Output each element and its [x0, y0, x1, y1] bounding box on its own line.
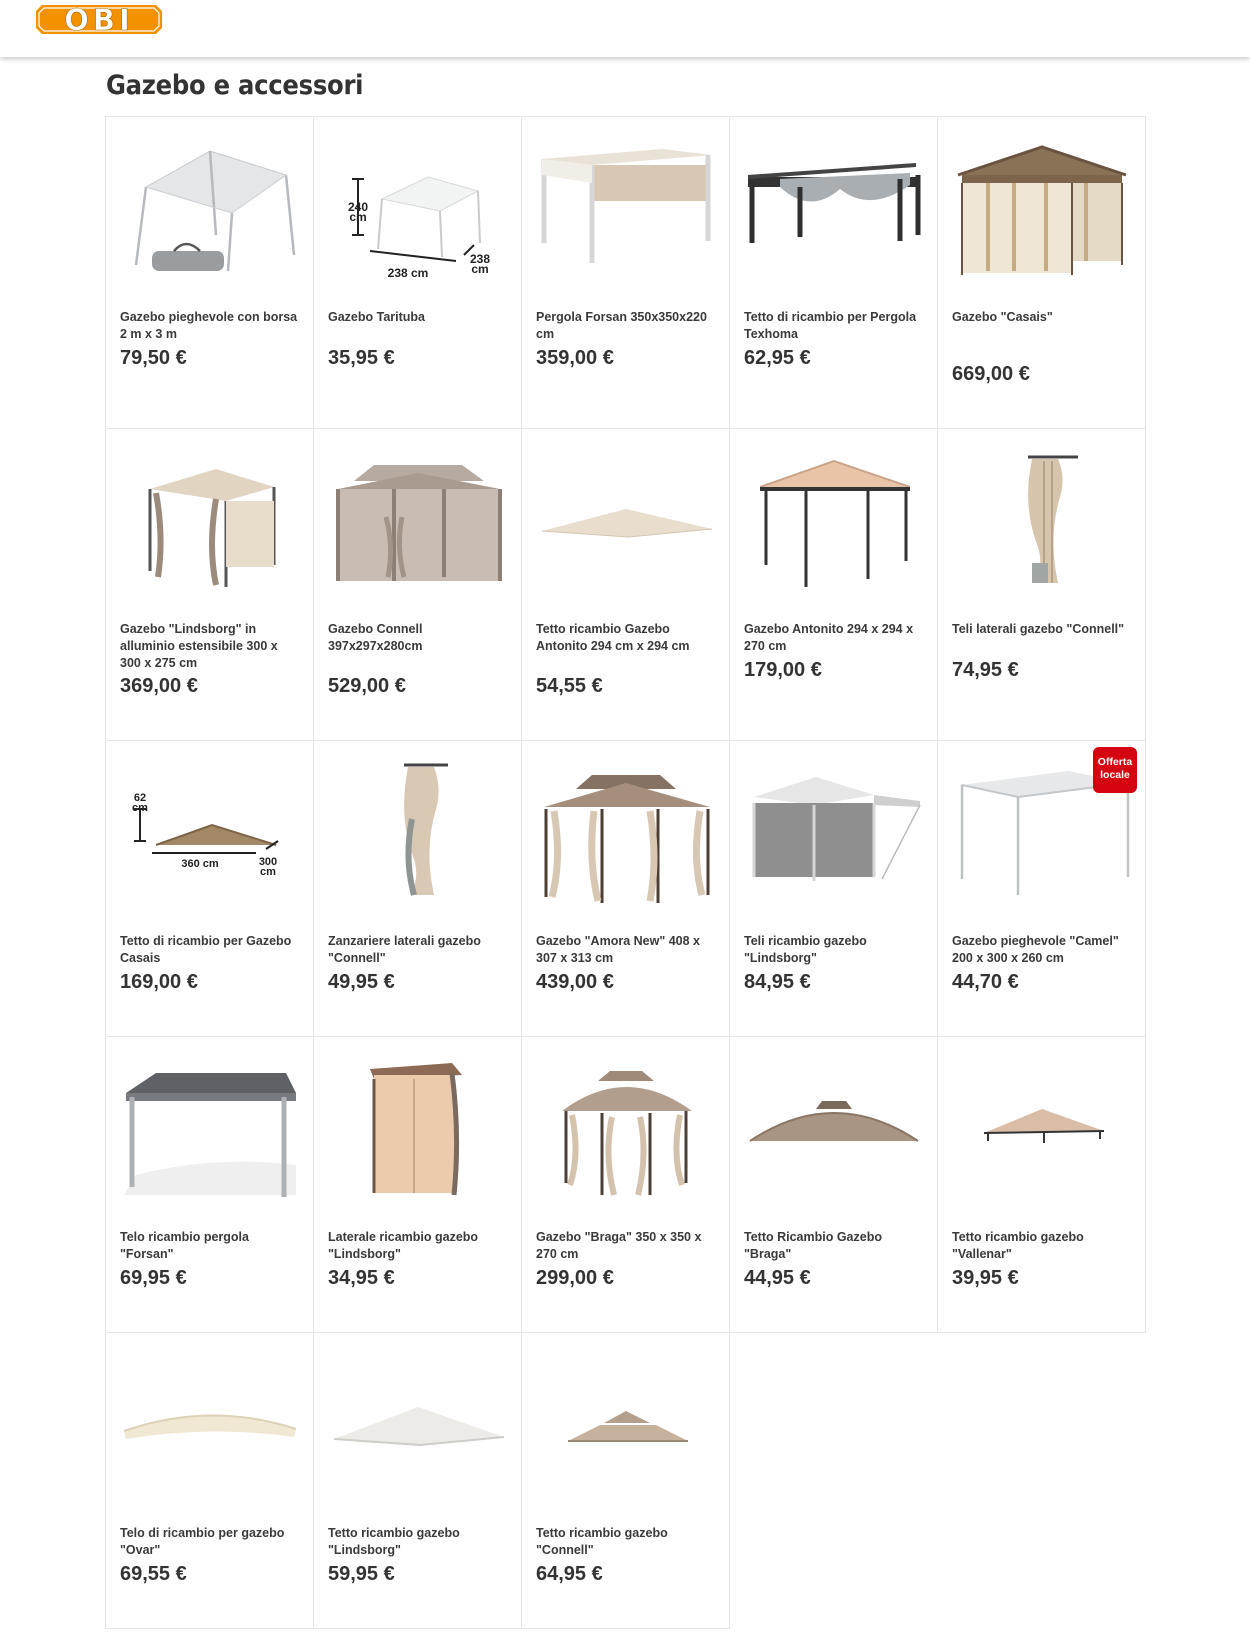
product-tile[interactable] [105, 116, 314, 429]
product-price: 39,95 € [952, 1267, 1019, 1289]
product-tile[interactable] [313, 428, 522, 741]
product-tile[interactable] [521, 428, 730, 741]
roof-dimensions-icon [116, 749, 304, 909]
product-image[interactable] [324, 125, 512, 285]
product-tile[interactable] [937, 116, 1146, 429]
product-price: 179,00 € [744, 659, 822, 681]
product-tile[interactable] [521, 116, 730, 429]
product-image[interactable] [116, 749, 304, 909]
product-tile[interactable] [937, 740, 1146, 1037]
product-image[interactable] [948, 437, 1136, 597]
svg-text:360 cm: 360 cm [181, 858, 219, 870]
product-price: 169,00 € [120, 971, 198, 993]
product-image[interactable] [532, 437, 720, 597]
product-price: 84,95 € [744, 971, 811, 993]
svg-text:62: 62 [133, 792, 147, 804]
roof-cream-wide-icon [116, 1341, 304, 1501]
roof-flat-beige-icon [532, 437, 720, 597]
gazebo-curtains-brown-icon [948, 125, 1136, 285]
product-price: 74,95 € [952, 659, 1019, 681]
svg-text:cm: cm [132, 802, 148, 814]
product-name[interactable]: Laterale ricambio gazebo "Lindsborg" [328, 1230, 479, 1261]
svg-text:cm: cm [349, 210, 367, 224]
product-name[interactable]: Teli ricambio gazebo "Lindsborg" [744, 934, 867, 965]
product-image[interactable] [116, 1341, 304, 1501]
product-image[interactable] [948, 1045, 1136, 1205]
side-panel-beige-icon [324, 1045, 512, 1205]
product-tile[interactable] [313, 116, 522, 429]
side-curtain-2-icon [324, 749, 512, 909]
gazebo-amora-icon [532, 749, 720, 909]
svg-text:300: 300 [258, 856, 278, 868]
product-tile[interactable] [313, 1332, 522, 1629]
product-tile[interactable] [105, 740, 314, 1037]
product-image[interactable] [116, 1045, 304, 1205]
product-name[interactable]: Telo ricambio pergola "Forsan" [120, 1230, 249, 1261]
product-name[interactable]: Teli laterali gazebo "Connell" [952, 622, 1125, 636]
product-image[interactable] [324, 1341, 512, 1501]
product-image[interactable] [948, 125, 1136, 285]
gazebo-round-icon [532, 1045, 720, 1205]
product-image[interactable] [324, 749, 512, 909]
site-header [0, 0, 1250, 57]
product-price: 34,95 € [328, 1267, 395, 1289]
pergola-dark-icon [740, 125, 928, 285]
product-name[interactable]: Tetto di ricambio per Pergola Texhoma [744, 310, 917, 341]
roof-white-icon [324, 1341, 512, 1501]
product-tile[interactable] [937, 1036, 1146, 1333]
product-name[interactable]: Zanzariere laterali gazebo "Connell" [328, 934, 481, 965]
product-tile[interactable] [105, 428, 314, 741]
product-tile[interactable] [729, 1036, 938, 1333]
svg-text:OBI: OBI [64, 3, 134, 36]
svg-text:238 cm: 238 cm [387, 266, 429, 280]
product-tile[interactable] [105, 1036, 314, 1333]
product-price: 69,55 € [120, 1563, 187, 1585]
product-price: 35,95 € [328, 347, 395, 369]
product-image[interactable] [740, 437, 928, 597]
product-price: 44,95 € [744, 1267, 811, 1289]
offer-badge: Offerta locale [1093, 747, 1137, 793]
product-tile[interactable] [937, 428, 1146, 741]
product-name[interactable]: Gazebo "Casais" [952, 310, 1053, 324]
roof-small-frame-icon [948, 1045, 1136, 1205]
roof-dome-icon [740, 1045, 928, 1205]
product-name[interactable]: Gazebo "Braga" 350 x 350 x 270 cm [536, 1230, 702, 1261]
product-name[interactable]: Tetto ricambio gazebo "Vallenar" [952, 1230, 1084, 1261]
product-name[interactable]: Tetto ricambio gazebo "Connell" [536, 1526, 668, 1557]
product-price: 69,95 € [120, 1267, 187, 1289]
gazebo-connell-icon [324, 437, 512, 597]
product-price: 49,95 € [328, 971, 395, 993]
product-price: 62,95 € [744, 347, 811, 369]
product-tile[interactable] [313, 740, 522, 1037]
product-tile[interactable] [521, 740, 730, 1037]
product-price: 299,00 € [536, 1267, 614, 1289]
product-image[interactable] [532, 1341, 720, 1501]
svg-text:cm: cm [260, 866, 276, 878]
product-image[interactable] [324, 1045, 512, 1205]
product-name[interactable]: Gazebo "Amora New" 408 x 307 x 313 cm [536, 934, 700, 965]
gazebo-dimensions-icon [324, 125, 512, 285]
product-tile[interactable] [521, 1332, 730, 1629]
pergola-beige-icon [532, 125, 720, 285]
product-name[interactable]: Tetto ricambio Gazebo Antonito 294 cm x 294 cm [536, 622, 690, 653]
pergola-grey-roof-icon [116, 1045, 304, 1205]
product-tile[interactable] [521, 1036, 730, 1333]
product-price: 439,00 € [536, 971, 614, 993]
product-price: 369,00 € [120, 675, 198, 697]
product-name[interactable]: Telo di ricambio per gazebo "Ovar" [120, 1526, 285, 1557]
product-price: 359,00 € [536, 347, 614, 369]
product-image[interactable] [532, 749, 720, 909]
svg-text:240: 240 [347, 200, 369, 214]
product-price: 54,55 € [536, 675, 603, 697]
product-price: 529,00 € [328, 675, 406, 697]
product-name[interactable]: Gazebo pieghevole "Camel" 200 x 300 x 260 cm [952, 934, 1119, 965]
product-name[interactable]: Tetto ricambio gazebo "Lindsborg" [328, 1526, 460, 1557]
product-tile[interactable] [729, 428, 938, 741]
product-image[interactable] [324, 437, 512, 597]
product-name[interactable]: Gazebo Tarituba [328, 310, 426, 324]
product-name[interactable]: Tetto di ricambio per Gazebo Casais [120, 934, 292, 965]
product-image[interactable] [740, 1045, 928, 1205]
product-image[interactable] [740, 749, 928, 909]
product-grid [105, 116, 1145, 1628]
product-name[interactable]: Tetto Ricambio Gazebo "Braga" [744, 1230, 882, 1261]
product-image[interactable] [532, 1045, 720, 1205]
product-image[interactable] [116, 125, 304, 285]
product-image[interactable] [532, 125, 720, 285]
product-price: 44,70 € [952, 971, 1019, 993]
product-name[interactable]: Gazebo pieghevole con borsa 2 m x 3 m [120, 310, 298, 341]
product-price: 79,50 € [120, 347, 187, 369]
product-tile[interactable] [729, 116, 938, 429]
product-name[interactable]: Pergola Forsan 350x350x220 cm [536, 310, 707, 341]
product-price: 669,00 € [952, 363, 1030, 385]
svg-text:238: 238 [469, 252, 491, 266]
product-name[interactable]: Gazebo Connell 397x297x280cm [328, 622, 423, 653]
product-name[interactable]: Gazebo "Lindsborg" in alluminio estensibile 300 x 300 x 275 cm [120, 622, 278, 670]
gazebo-folding-white-icon [116, 125, 304, 285]
product-price: 59,95 € [328, 1563, 395, 1585]
gazebo-antonito-icon [740, 437, 928, 597]
side-curtain-icon [948, 437, 1136, 597]
page-title: Gazebo e accessori [106, 70, 364, 101]
roof-two-tier-icon [532, 1341, 720, 1501]
product-image[interactable] [740, 125, 928, 285]
product-tile[interactable] [105, 1332, 314, 1629]
product-price: 64,95 € [536, 1563, 603, 1585]
gazebo-lindsborg-icon [116, 437, 304, 597]
gazebo-grey-walls-icon [740, 749, 928, 909]
product-tile[interactable] [313, 1036, 522, 1333]
product-image[interactable] [116, 437, 304, 597]
obi-logo[interactable] [34, 3, 164, 36]
product-tile[interactable] [729, 740, 938, 1037]
svg-text:cm: cm [471, 262, 489, 276]
product-name[interactable]: Gazebo Antonito 294 x 294 x 270 cm [744, 622, 914, 653]
